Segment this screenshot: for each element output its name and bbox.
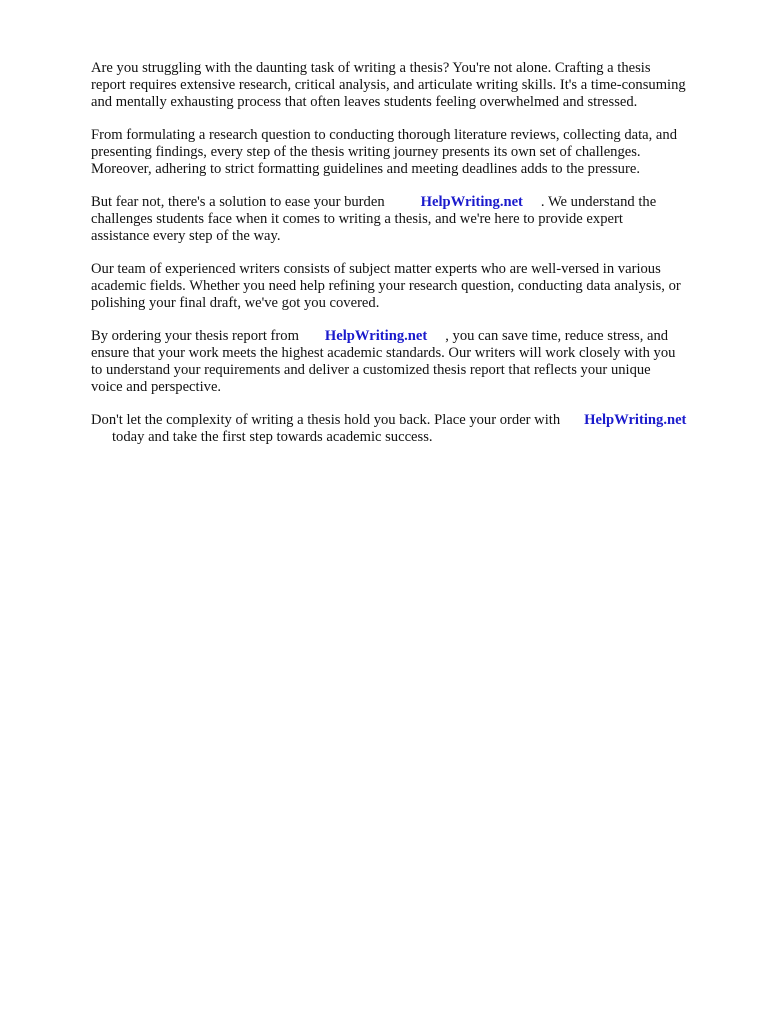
paragraph-line: to understand your requirements and deliver a customized thesis report that reflects your unique (91, 362, 651, 378)
paragraph-line: From formulating a research question to conducting thorough literature reviews, collecting data, and (91, 127, 678, 143)
paragraph-line: assistance every step of the way. (91, 228, 281, 244)
text-segment: By ordering your thesis report from (91, 328, 299, 344)
paragraph-line: ensure that your work meets the highest academic standards. Our writers will work closely with you (91, 345, 676, 361)
text-segment: But fear not, there's a solution to ease your burden (91, 194, 385, 210)
paragraph-line: polishing your final draft, we've got you covered. (91, 295, 380, 311)
helpwriting-link[interactable]: HelpWriting.net (584, 412, 687, 428)
text-segment: Don't let the complexity of writing a thesis hold you back. Place your order with (91, 412, 561, 428)
paragraph-line: challenges students face when it comes to writing a thesis, and we're here to provide expert (91, 211, 623, 227)
paragraph-line: Our team of experienced writers consists of subject matter experts who are well-versed in various (91, 261, 661, 277)
paragraph-solution (91, 194, 731, 245)
paragraph-line: Are you struggling with the daunting task of writing a thesis? You're not alone. Crafting a thesis (91, 60, 651, 76)
text-segment: . We understand the (540, 194, 657, 210)
paragraph-line: report requires extensive research, critical analysis, and articulate writing skills. It's a time-consuming (91, 77, 686, 93)
paragraph-line: academic fields. Whether you need help refining your research question, conducting data analysis, or (91, 278, 681, 294)
text-segment: today and take the first step towards academic success. (112, 429, 433, 445)
paragraph-line: voice and perspective. (91, 379, 222, 395)
paragraph-line (91, 429, 731, 446)
text-segment: , you can save time, reduce stress, and (445, 328, 669, 344)
paragraph-line: presenting findings, every step of the thesis writing journey presents its own set of challenges. (91, 144, 641, 160)
paragraph-ordering (91, 328, 731, 396)
paragraph-line: and mentally exhausting process that often leaves students feeling overwhelmed and stressed. (91, 94, 638, 110)
paragraph-line: Moreover, adhering to strict formatting guidelines and meeting deadlines adds to the pressure. (91, 161, 640, 177)
paragraph-line-with-link (91, 412, 731, 429)
paragraph-challenges (91, 127, 731, 178)
paragraph-line-with-link (91, 194, 731, 211)
paragraph-intro (91, 60, 731, 111)
document-body (91, 60, 731, 462)
paragraph-team (91, 261, 731, 312)
helpwriting-link[interactable]: HelpWriting.net (420, 194, 523, 210)
helpwriting-link[interactable]: HelpWriting.net (324, 328, 428, 344)
paragraph-line-with-link (91, 328, 731, 345)
paragraph-call-to-action (91, 412, 731, 446)
